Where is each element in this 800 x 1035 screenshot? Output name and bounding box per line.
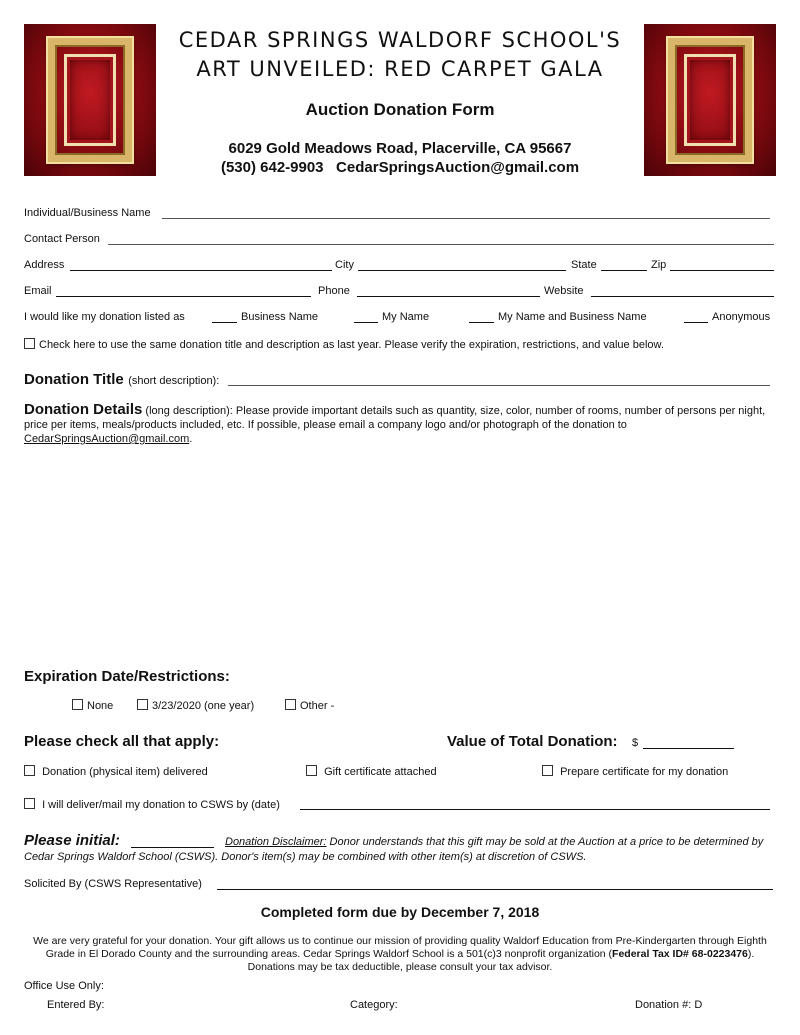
opt-prepare-cert	[542, 765, 728, 778]
listed-both-label: My Name and Business Name	[498, 311, 647, 323]
donation-details-text: Please provide important details such as quantity, size, color, number of rooms, number of persons per night, price per items, meals/products included, etc. If possible, please email a company logo and/or photograph of the donation to	[24, 405, 766, 431]
opt-deliver-by	[24, 798, 280, 811]
listed-anon-label: Anonymous	[712, 311, 771, 323]
donation-title-row	[24, 371, 219, 389]
initial-label: Please initial:	[24, 832, 120, 849]
thanks-paragraph	[24, 935, 776, 974]
expiration-heading: Expiration Date/Restrictions:	[24, 668, 230, 685]
email-label: Email	[24, 285, 52, 297]
exp-other-option	[285, 699, 334, 712]
donation-details-period: .	[189, 433, 193, 445]
value-heading: Value of Total Donation:	[447, 733, 618, 750]
thanks-text-1: We are very grateful for your donation. Your gift allows us to continue our mission of providing quality Waldorf Education from Pre-Kindergarten through Eighth Grade in El Dorado County and the surrounding areas. Cedar Springs Waldorf School is a 501(c)3 nonprofit organization (	[33, 935, 767, 960]
address-field[interactable]	[70, 270, 332, 271]
school-email: CedarSpringsAuction@gmail.com	[336, 159, 580, 176]
contact-line	[150, 158, 650, 177]
listed-business-blank[interactable]	[212, 322, 237, 323]
state-label: State	[571, 259, 597, 271]
gala-frame-image-left	[24, 24, 156, 176]
listed-anon-blank[interactable]	[684, 322, 708, 323]
contact-label: Contact Person	[24, 233, 100, 245]
website-field[interactable]	[591, 296, 774, 297]
disclaimer-title: Donation Disclaimer:	[225, 836, 327, 848]
opt-gift-cert-checkbox[interactable]	[306, 765, 317, 776]
exp-none-checkbox[interactable]	[72, 699, 83, 710]
website-label: Website	[544, 285, 584, 297]
donation-details-email[interactable]: CedarSpringsAuction@gmail.com	[24, 433, 190, 445]
exp-none-option	[72, 699, 113, 712]
city-label: City	[335, 259, 354, 271]
zip-label: Zip	[651, 259, 667, 271]
exp-other-label: Other -	[300, 700, 335, 712]
donation-details-area[interactable]	[24, 452, 774, 657]
listed-myname-blank[interactable]	[354, 322, 378, 323]
phone-field[interactable]	[357, 296, 540, 297]
zip-field[interactable]	[670, 270, 774, 271]
exp-other-checkbox[interactable]	[285, 699, 296, 710]
same-as-last-year-checkbox[interactable]	[24, 338, 35, 349]
phone-label: Phone	[318, 285, 350, 297]
deliver-by-date-field[interactable]	[300, 809, 770, 810]
state-field[interactable]	[601, 270, 647, 271]
email-field[interactable]	[56, 296, 311, 297]
solicited-field[interactable]	[217, 889, 773, 890]
gala-frame-image-right	[644, 24, 776, 176]
disclaimer-text: Donor understands that this gift may be sold at the Auction at a price to be determined by Cedar Springs Waldorf School (CSWS). Donor's item(s) may be combined with other item(s) at discretion of CSWS.	[24, 836, 764, 863]
value-field[interactable]	[643, 748, 734, 749]
listed-as-label: I would like my donation listed as	[24, 311, 185, 323]
listed-myname-label: My Name	[382, 311, 430, 323]
donation-details-heading: Donation Details	[24, 401, 143, 418]
form-title: Auction Donation Form	[305, 100, 495, 119]
donation-number-label: Donation #: D	[635, 999, 703, 1011]
opt-prepare-cert-label: Prepare certificate for my donation	[560, 766, 729, 778]
entered-by-label: Entered By:	[47, 999, 105, 1011]
listed-business-label: Business Name	[241, 311, 319, 323]
check-all-heading: Please check all that apply:	[24, 733, 220, 750]
same-as-last-year-label: Check here to use the same donation title and description as last year. Please verify the expiration, restrictions, and value below.	[39, 339, 664, 351]
name-label: Individual/Business Name	[24, 207, 151, 219]
address-label: Address	[24, 259, 65, 271]
donation-details-block	[24, 403, 768, 446]
thanks-text-2: ). Donations may be tax deductible, please consult your tax advisor.	[247, 948, 755, 973]
donation-title-note: (short description):	[128, 375, 220, 387]
event-title-line2: ART UNVEILED: RED CARPET GALA	[196, 57, 604, 81]
value-currency: $	[632, 737, 639, 749]
opt-delivered	[24, 765, 208, 778]
school-phone: (530) 642-9903	[220, 159, 324, 176]
solicited-label: Solicited By (CSWS Representative)	[24, 878, 202, 890]
opt-gift-cert-label: Gift certificate attached	[324, 766, 437, 778]
opt-delivered-checkbox[interactable]	[24, 765, 35, 776]
opt-prepare-cert-checkbox[interactable]	[542, 765, 553, 776]
disclaimer-block	[24, 835, 768, 865]
opt-deliver-by-checkbox[interactable]	[24, 798, 35, 809]
category-label: Category:	[350, 999, 398, 1011]
opt-delivered-label: Donation (physical item) delivered	[42, 766, 208, 778]
opt-gift-cert	[306, 765, 437, 778]
exp-date-label: 3/23/2020 (one year)	[152, 700, 255, 712]
donation-details-note: (long description):	[145, 405, 233, 417]
due-date-notice: Completed form due by December 7, 2018	[260, 904, 540, 920]
exp-date-option	[137, 699, 254, 712]
contact-field[interactable]	[108, 244, 774, 245]
name-field[interactable]	[162, 218, 770, 219]
listed-both-blank[interactable]	[469, 322, 494, 323]
same-as-last-year-row	[24, 338, 664, 351]
donation-title-field[interactable]	[228, 385, 770, 386]
exp-date-checkbox[interactable]	[137, 699, 148, 710]
office-use-heading: Office Use Only:	[24, 980, 104, 992]
event-title-line1: CEDAR SPRINGS WALDORF SCHOOL'S	[178, 28, 622, 52]
tax-id: Federal Tax ID# 68-0223476	[612, 948, 748, 960]
exp-none-label: None	[87, 700, 114, 712]
city-field[interactable]	[358, 270, 566, 271]
donation-title-heading: Donation Title	[24, 371, 124, 388]
opt-deliver-by-label: I will deliver/mail my donation to CSWS by (date)	[42, 799, 280, 811]
school-address: 6029 Gold Meadows Road, Placerville, CA 95667	[228, 140, 572, 157]
